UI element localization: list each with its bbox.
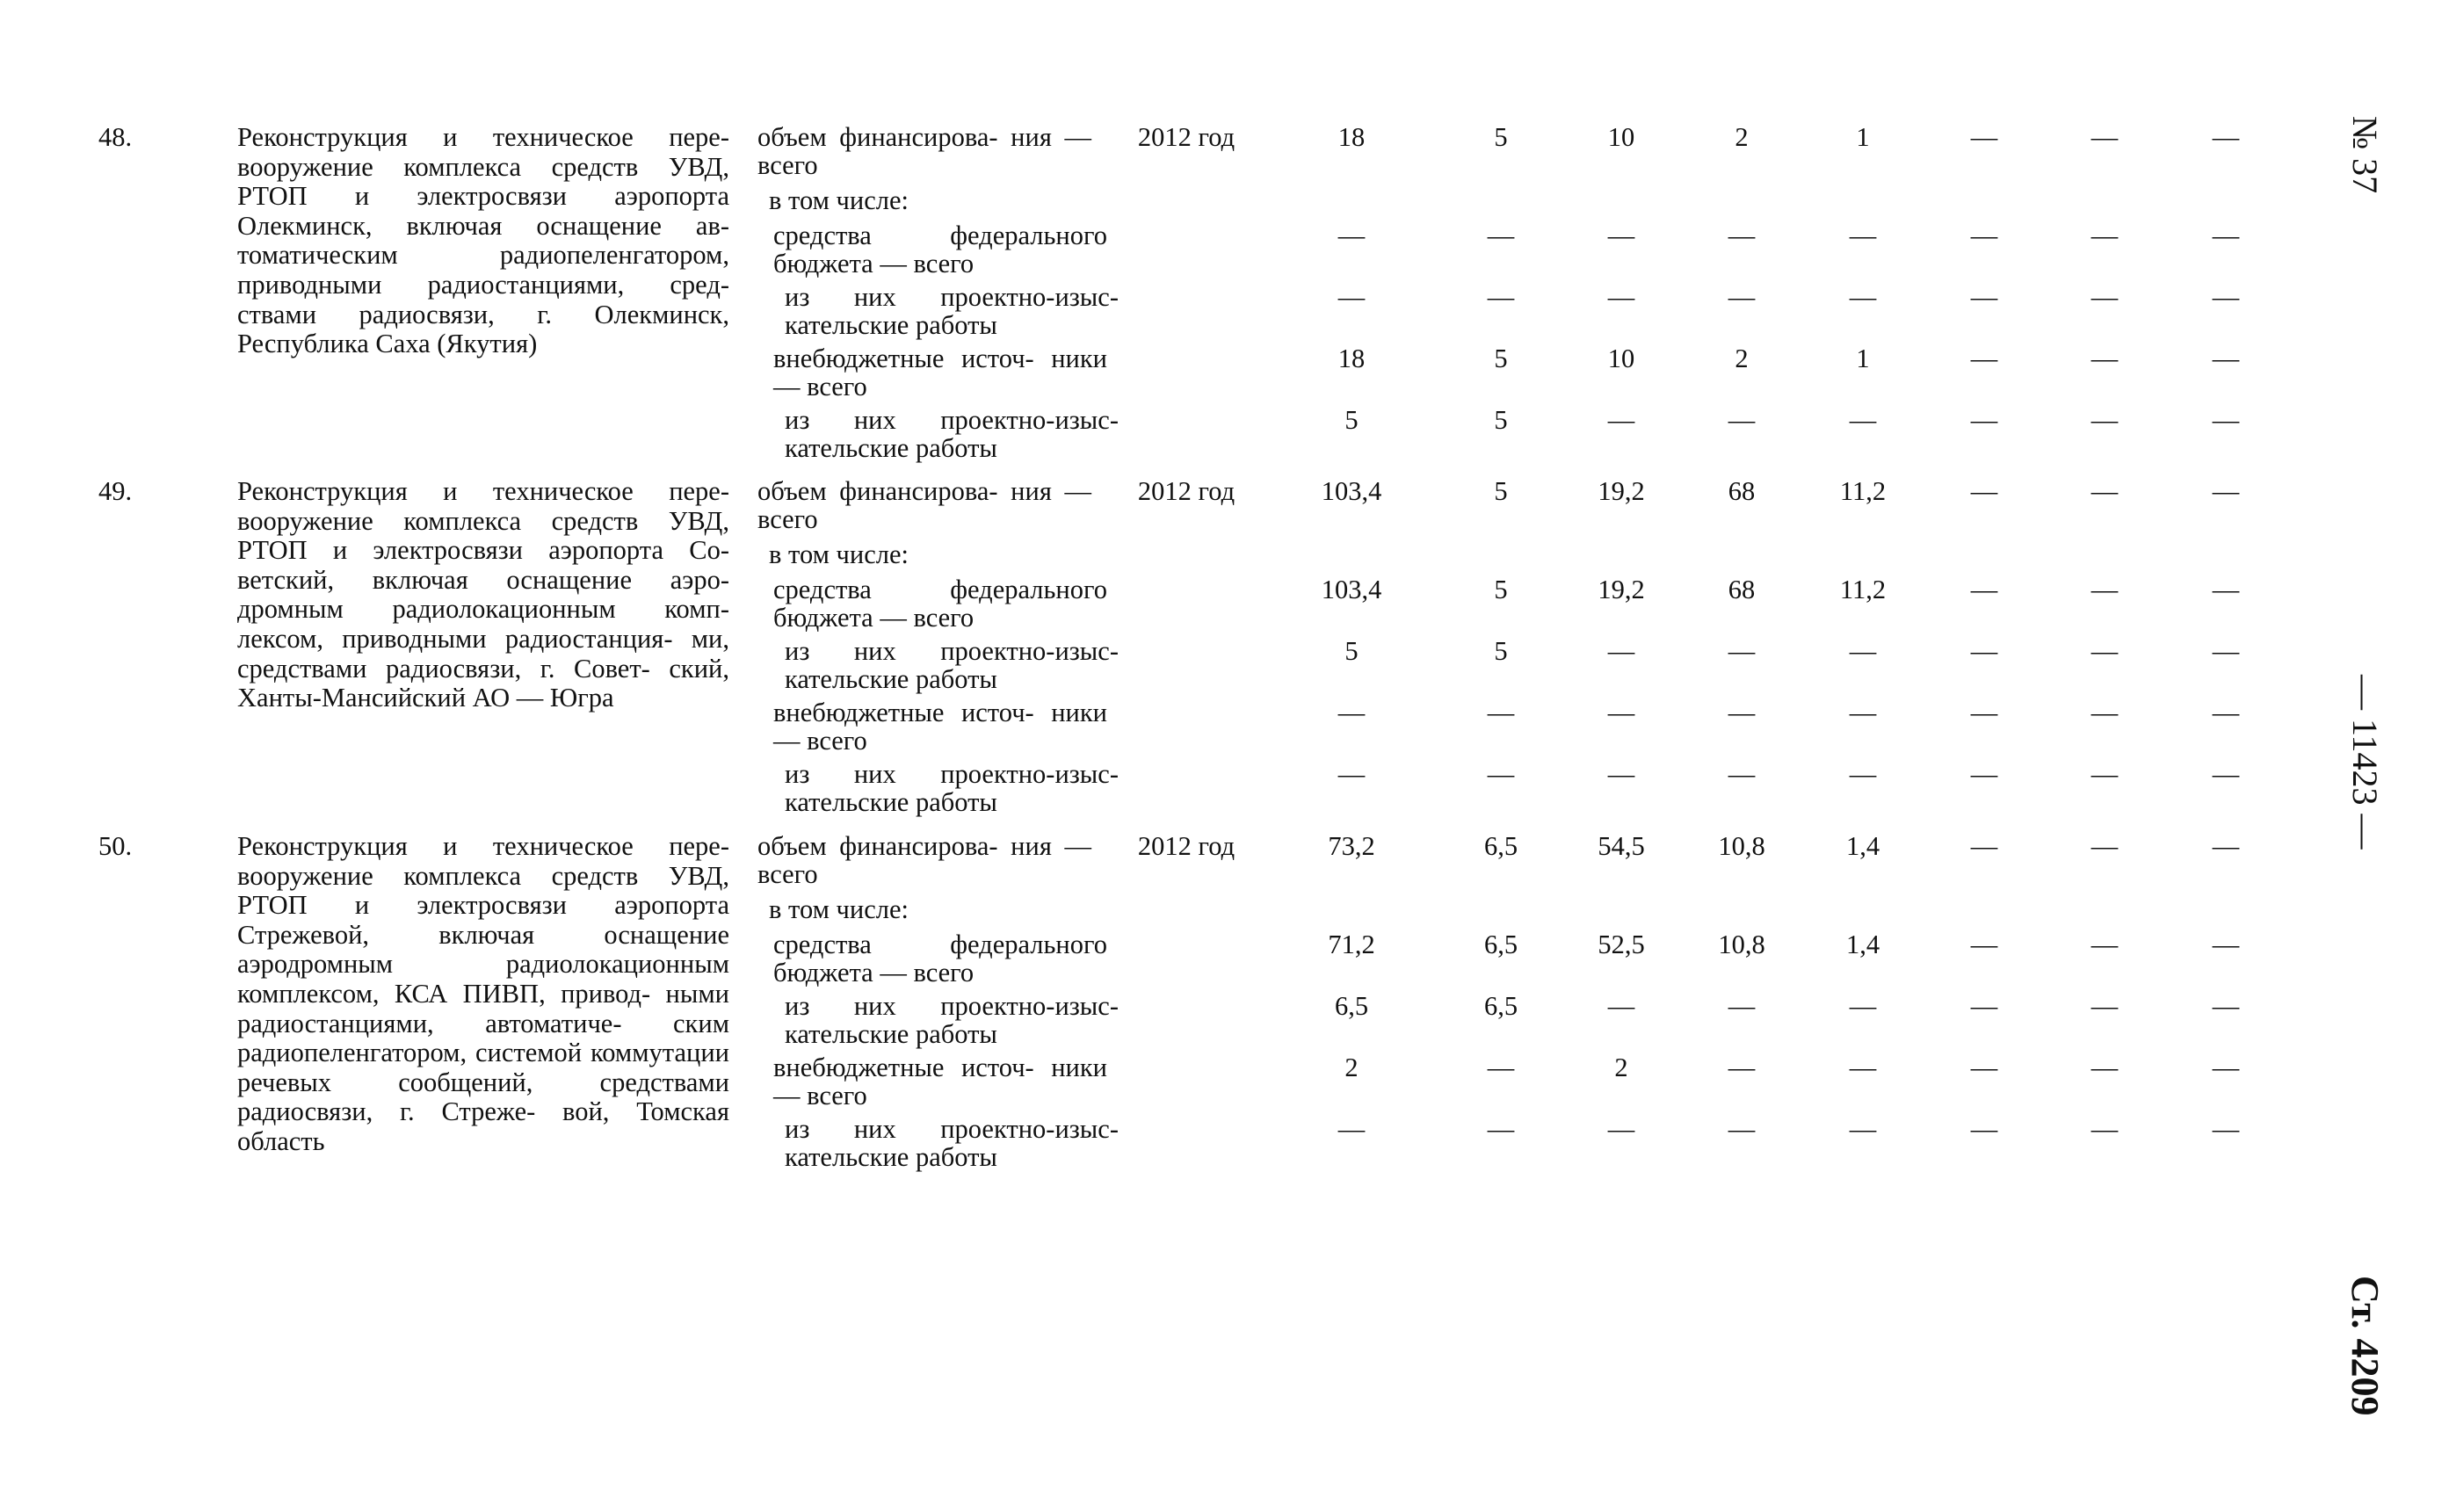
- table-cell-value: —: [1970, 831, 1998, 861]
- table-cell-value: —: [1487, 221, 1515, 250]
- table-cell-value: 2: [1735, 344, 1749, 373]
- table-cell-value: —: [1728, 1053, 1756, 1082]
- table-cell-value: —: [1607, 405, 1635, 435]
- table-cell-value: —: [1337, 221, 1366, 250]
- table-cell-value: —: [2090, 1053, 2119, 1082]
- table-cell-value: —: [2090, 405, 2119, 435]
- funding-line-label: объем финансирова- ния — всего: [757, 831, 1091, 889]
- table-cell-value: —: [1970, 991, 1998, 1021]
- table-cell-value: 6,5: [1483, 831, 1518, 861]
- table-cell-value: —: [1849, 1114, 1877, 1144]
- funding-line-label: из них проектно-изыс- кательские работы: [785, 759, 1119, 817]
- table-cell-value: —: [2212, 221, 2240, 250]
- funding-line-label: из них проектно-изыс- кательские работы: [785, 405, 1119, 463]
- table-cell-value: —: [1970, 636, 1998, 666]
- table-cell-value: 1,4: [1845, 930, 1880, 959]
- table-cell-value: —: [1337, 698, 1366, 727]
- table-cell-value: —: [2090, 575, 2119, 604]
- table-cell-value: 5: [1344, 405, 1359, 435]
- table-cell-value: —: [1970, 575, 1998, 604]
- table-cell-value: —: [2212, 1053, 2240, 1082]
- table-cell-value: —: [2090, 282, 2119, 312]
- table-cell-value: —: [1487, 282, 1515, 312]
- document-number: — 11423 —: [2345, 675, 2385, 850]
- table-cell-value: 6,5: [1483, 930, 1518, 959]
- table-cell-value: —: [2090, 930, 2119, 959]
- table-cell-value: 5: [1494, 476, 1508, 506]
- table-cell-value: 52,5: [1598, 930, 1645, 959]
- table-cell-value: —: [1607, 282, 1635, 312]
- table-cell-value: 5: [1494, 575, 1508, 604]
- entry-number: 50.: [98, 831, 133, 861]
- table-cell-value: —: [2090, 344, 2119, 373]
- table-cell-value: —: [1728, 405, 1756, 435]
- table-cell-value: —: [1849, 698, 1877, 727]
- table-cell-value: —: [2212, 476, 2240, 506]
- funding-line-label: внебюджетные источ- ники — всего: [773, 344, 1107, 402]
- table-cell-value: —: [1607, 759, 1635, 789]
- funding-line-label: средства федерального бюджета — всего: [773, 575, 1107, 633]
- table-cell-value: —: [1970, 1053, 1998, 1082]
- entry-year: 2012 год: [1137, 122, 1235, 152]
- funding-line-label: в том числе:: [769, 894, 909, 924]
- table-cell-value: —: [1728, 636, 1756, 666]
- table-cell-value: —: [2090, 122, 2119, 152]
- table-cell-value: 2: [1344, 1053, 1359, 1082]
- funding-line-label: внебюджетные источ- ники — всего: [773, 1053, 1107, 1110]
- funding-line-label: из них проектно-изыс- кательские работы: [785, 1114, 1119, 1172]
- table-cell-value: —: [2090, 831, 2119, 861]
- funding-line-label: средства федерального бюджета — всего: [773, 221, 1107, 279]
- table-cell-value: —: [1337, 759, 1366, 789]
- table-cell-value: —: [1728, 221, 1756, 250]
- table-cell-value: 10,8: [1718, 930, 1765, 959]
- table-cell-value: 6,5: [1334, 991, 1369, 1021]
- table-cell-value: —: [1487, 1114, 1515, 1144]
- table-cell-value: —: [2090, 759, 2119, 789]
- funding-line-label: объем финансирова- ния — всего: [757, 122, 1091, 180]
- table-cell-value: 19,2: [1598, 575, 1645, 604]
- table-cell-value: —: [1487, 759, 1515, 789]
- table-cell-value: —: [2212, 405, 2240, 435]
- funding-line-label: в том числе:: [769, 539, 909, 569]
- table-cell-value: 54,5: [1598, 831, 1645, 861]
- funding-line-label: внебюджетные источ- ники — всего: [773, 698, 1107, 756]
- table-cell-value: —: [1728, 282, 1756, 312]
- table-cell-value: —: [2212, 344, 2240, 373]
- table-cell-value: —: [1970, 476, 1998, 506]
- table-cell-value: 10: [1607, 344, 1635, 373]
- table-cell-value: 68: [1728, 575, 1756, 604]
- table-cell-value: —: [2212, 575, 2240, 604]
- table-cell-value: —: [1849, 1053, 1877, 1082]
- table-cell-value: 11,2: [1839, 575, 1887, 604]
- issue-number: № 37: [2345, 116, 2385, 194]
- table-cell-value: —: [1970, 930, 1998, 959]
- table-cell-value: —: [1849, 221, 1877, 250]
- table-cell-value: 1: [1856, 122, 1870, 152]
- table-cell-value: —: [1728, 698, 1756, 727]
- table-cell-value: —: [2212, 636, 2240, 666]
- table-cell-value: —: [1607, 636, 1635, 666]
- table-cell-value: —: [2090, 991, 2119, 1021]
- table-cell-value: —: [1728, 759, 1756, 789]
- table-cell-value: —: [1607, 991, 1635, 1021]
- table-cell-value: 5: [1494, 405, 1508, 435]
- entry-number: 48.: [98, 122, 133, 152]
- table-cell-value: —: [1607, 698, 1635, 727]
- table-cell-value: —: [1970, 1114, 1998, 1144]
- table-cell-value: —: [2212, 1114, 2240, 1144]
- page-number: Ст. 4209: [2344, 1276, 2387, 1416]
- table-cell-value: 5: [1344, 636, 1359, 666]
- funding-line-label: средства федерального бюджета — всего: [773, 930, 1107, 988]
- table-cell-value: 11,2: [1839, 476, 1887, 506]
- table-cell-value: —: [1970, 221, 1998, 250]
- table-cell-value: —: [2090, 1114, 2119, 1144]
- table-cell-value: 18: [1337, 122, 1366, 152]
- table-cell-value: 10,8: [1718, 831, 1765, 861]
- entry-year: 2012 год: [1137, 831, 1235, 861]
- table-cell-value: —: [1337, 1114, 1366, 1144]
- table-cell-value: —: [2090, 476, 2119, 506]
- table-cell-value: 6,5: [1483, 991, 1518, 1021]
- table-cell-value: 18: [1337, 344, 1366, 373]
- table-cell-value: —: [1337, 282, 1366, 312]
- funding-line-label: из них проектно-изыс- кательские работы: [785, 636, 1119, 694]
- table-cell-value: 19,2: [1598, 476, 1645, 506]
- table-cell-value: —: [2090, 636, 2119, 666]
- table-cell-value: —: [1970, 344, 1998, 373]
- table-cell-value: 5: [1494, 636, 1508, 666]
- table-cell-value: —: [1849, 282, 1877, 312]
- table-cell-value: 68: [1728, 476, 1756, 506]
- entry-number: 49.: [98, 476, 133, 506]
- table-cell-value: 2: [1735, 122, 1749, 152]
- entry-description: Реконструкция и техническое пере- вооружение комплекса средств УВД, РТОП и электросвязи аэропорта Стрежевой, включая оснащение аэродромным радиолокационным комплексом, КСА ПИВП, привод- ными радиостанциями, автоматиче- ским радиопеленгатором, системой коммутации речевых сообщений, средствами радиосвязи, г. Стреже- вой, Томская область: [237, 831, 729, 1156]
- table-cell-value: —: [1970, 405, 1998, 435]
- funding-line-label: в том числе:: [769, 185, 909, 215]
- table-cell-value: —: [2212, 930, 2240, 959]
- table-cell-value: —: [2212, 831, 2240, 861]
- table-cell-value: —: [2090, 698, 2119, 727]
- table-cell-value: —: [2212, 122, 2240, 152]
- table-cell-value: —: [1849, 405, 1877, 435]
- funding-line-label: из них проектно-изыс- кательские работы: [785, 991, 1119, 1049]
- table-cell-value: —: [1970, 698, 1998, 727]
- table-cell-value: —: [1849, 636, 1877, 666]
- table-cell-value: —: [1728, 991, 1756, 1021]
- table-cell-value: —: [2212, 698, 2240, 727]
- table-cell-value: —: [1487, 698, 1515, 727]
- table-cell-value: —: [1970, 759, 1998, 789]
- table-cell-value: 1,4: [1845, 831, 1880, 861]
- table-cell-value: 5: [1494, 122, 1508, 152]
- table-cell-value: 71,2: [1328, 930, 1375, 959]
- table-cell-value: 2: [1614, 1053, 1628, 1082]
- table-cell-value: 5: [1494, 344, 1508, 373]
- table-cell-value: —: [2212, 282, 2240, 312]
- funding-line-label: из них проектно-изыс- кательские работы: [785, 282, 1119, 340]
- table-cell-value: —: [1849, 991, 1877, 1021]
- entry-description: Реконструкция и техническое пере- вооружение комплекса средств УВД, РТОП и электросвязи аэропорта Олекминск, включая оснащение ав- томатическим радиопеленгатором, приводными радиостанциями, сред- ствами радиосвязи, г. Олекминск, Республика Саха (Якутия): [237, 122, 729, 359]
- table-cell-value: —: [1970, 282, 1998, 312]
- table-cell-value: —: [1728, 1114, 1756, 1144]
- table-cell-value: —: [1487, 1053, 1515, 1082]
- table-cell-value: 73,2: [1328, 831, 1375, 861]
- table-cell-value: —: [2090, 221, 2119, 250]
- funding-line-label: объем финансирова- ния — всего: [757, 476, 1091, 534]
- entry-description: Реконструкция и техническое пере- вооружение комплекса средств УВД, РТОП и электросвязи аэропорта Со- ветский, включая оснащение аэро- дромным радиолокационным комп- лексом, приводными радиостанция- ми, средствами радиосвязи, г. Совет- ский, Ханты-Мансийский АО — Югра: [237, 476, 729, 713]
- table-cell-value: —: [2212, 991, 2240, 1021]
- entry-year: 2012 год: [1137, 476, 1235, 506]
- table-cell-value: 1: [1856, 344, 1870, 373]
- table-cell-value: —: [1849, 759, 1877, 789]
- table-cell-value: 10: [1607, 122, 1635, 152]
- table-cell-value: 103,4: [1321, 476, 1382, 506]
- table-cell-value: —: [1607, 1114, 1635, 1144]
- table-cell-value: —: [1607, 221, 1635, 250]
- table-cell-value: —: [2212, 759, 2240, 789]
- table-cell-value: —: [1970, 122, 1998, 152]
- table-cell-value: 103,4: [1321, 575, 1382, 604]
